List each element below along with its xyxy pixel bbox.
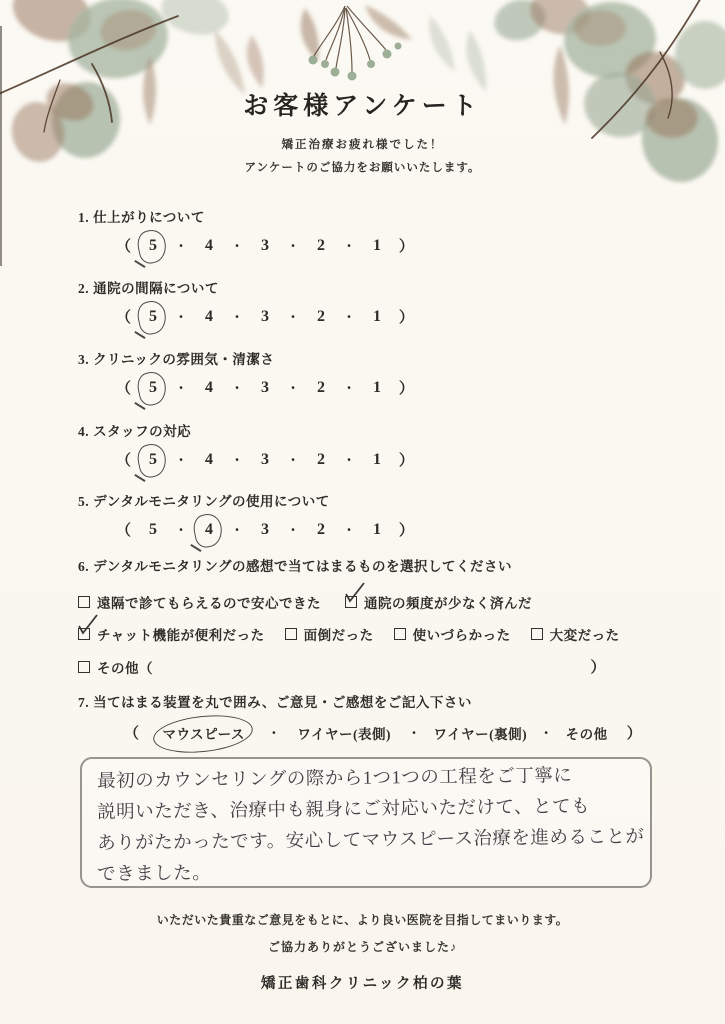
dot-separator: ・ — [342, 381, 355, 395]
dot-separator: ・ — [342, 523, 355, 537]
dot-separator: ・ — [342, 310, 355, 324]
dot-separator: ・ — [286, 453, 299, 467]
checkbox-label: 遠隔で診てもらえるので安心できた — [97, 596, 321, 611]
dot-separator: ・ — [230, 523, 243, 537]
rating-5-value-3[interactable]: 3 — [260, 520, 269, 538]
comment-box[interactable] — [80, 757, 652, 888]
checkbox-row-2 — [78, 624, 620, 644]
rating-4-value-2[interactable]: 2 — [316, 450, 325, 468]
device-option-wire-back[interactable]: ワイヤー(裏側) — [433, 726, 528, 742]
paren-close: ） — [398, 310, 414, 326]
paren-open: （ — [124, 726, 140, 742]
dot-separator: ・ — [408, 726, 421, 740]
rating-1-value-2[interactable]: 2 — [316, 236, 325, 254]
rating-4-value-5[interactable]: 5 — [142, 451, 164, 469]
rating-3-value-5[interactable]: 5 — [142, 379, 164, 397]
footer-thanks-line-2: ご協力ありがとうございました♪ — [267, 940, 457, 954]
dot-separator: ・ — [174, 453, 187, 467]
handwritten-comment-line-3: ありがたかったです。安心してマウスピース治療を進めることが — [97, 827, 645, 854]
question-7 — [78, 691, 642, 743]
checkbox-difficult[interactable] — [531, 624, 620, 644]
checkbox-other[interactable] — [78, 657, 153, 677]
rating-row-2 — [116, 306, 414, 327]
subtitle-line-2: アンケートのご協力をお願いいたします。 — [244, 162, 481, 174]
device-option-wire-front[interactable]: ワイヤー(表側) — [297, 726, 392, 742]
page-title: お客様アンケート — [243, 93, 482, 120]
rating-5-value-4[interactable]: 4 — [198, 521, 220, 539]
rating-row-1 — [116, 235, 414, 256]
rating-row-4 — [116, 449, 414, 470]
checkbox-tedious[interactable] — [285, 624, 374, 644]
device-option-other[interactable]: その他 — [565, 726, 608, 742]
question-2-text: 通院の間隔について — [93, 281, 219, 296]
subtitle-line-1: 矯正治療お疲れ様でした！ — [281, 139, 444, 151]
dot-separator: ・ — [286, 523, 299, 537]
checkbox-fewer-visits[interactable] — [345, 592, 532, 612]
handwritten-comment-line-1: 最初のカウンセリングの際から1つ1つの工程をご丁寧に — [97, 766, 573, 792]
paren-close: ） — [398, 239, 414, 255]
device-option-mouthpiece[interactable]: マウスピース — [163, 723, 245, 743]
rating-row-5 — [116, 519, 414, 540]
question-6 — [78, 555, 620, 677]
checkbox-icon[interactable] — [78, 596, 90, 608]
question-1-text: 仕上がりについて — [93, 210, 205, 225]
rating-1-value-1[interactable]: 1 — [372, 236, 381, 254]
handwritten-comment-line-4: できました。 — [97, 863, 212, 885]
handwritten-comment-line-2: 説明いただき、治療中も親身にご対応いただけて、とても — [97, 796, 591, 823]
question-7-label — [78, 691, 642, 711]
rating-2-value-3[interactable]: 3 — [260, 307, 269, 325]
rating-2-value-5[interactable]: 5 — [142, 308, 164, 326]
checkbox-label: 通院の頻度が少なく済んだ — [364, 596, 532, 611]
dot-separator: ・ — [342, 453, 355, 467]
checkbox-icon[interactable] — [394, 628, 406, 640]
rating-2-value-1[interactable]: 1 — [372, 307, 381, 325]
checkbox-hard-to-use[interactable] — [394, 624, 511, 644]
rating-3-value-1[interactable]: 1 — [372, 378, 381, 396]
checkbox-chat-useful[interactable] — [78, 624, 265, 644]
checkbox-label: チャット機能が便利だった — [97, 628, 265, 643]
question-3-label — [78, 348, 414, 368]
rating-3-value-2[interactable]: 2 — [316, 378, 325, 396]
berries-icon — [309, 43, 402, 81]
device-options-row — [124, 722, 642, 743]
dot-separator: ・ — [286, 310, 299, 324]
rating-1-value-4[interactable]: 4 — [204, 236, 213, 254]
dot-separator: ・ — [267, 726, 281, 740]
dot-separator: ・ — [342, 239, 355, 253]
question-7-number: 7. — [78, 695, 90, 710]
rating-3-value-3[interactable]: 3 — [260, 378, 269, 396]
title-block — [0, 86, 725, 175]
paren-open: （ — [116, 381, 132, 397]
question-4-text: スタッフの対応 — [93, 424, 192, 439]
paren-close: ） — [590, 660, 606, 676]
dot-separator: ・ — [230, 310, 243, 324]
paren-open: （ — [116, 453, 132, 469]
paren-close: ） — [398, 453, 414, 469]
paren-open: （ — [116, 310, 132, 326]
dot-separator: ・ — [174, 310, 187, 324]
checkbox-icon[interactable] — [285, 628, 297, 640]
checkbox-label: 使いづらかった — [412, 628, 511, 643]
dot-separator: ・ — [174, 239, 187, 253]
checkbox-row-3 — [78, 656, 606, 677]
question-3-text: クリニックの雰囲気・清潔さ — [93, 352, 275, 367]
dot-separator: ・ — [230, 381, 243, 395]
question-4-label — [78, 420, 414, 440]
question-3-number: 3. — [78, 352, 90, 367]
dot-separator: ・ — [286, 381, 299, 395]
dot-separator: ・ — [540, 726, 553, 740]
footer-thanks-line-1: いただいた貴重なご意見をもとに、より良い医院を目指してまいります。 — [156, 913, 569, 927]
paren-close: ） — [398, 523, 414, 539]
rating-2-value-4[interactable]: 4 — [204, 307, 213, 325]
rating-4-value-4[interactable]: 4 — [204, 450, 213, 468]
question-1 — [78, 206, 414, 256]
question-2-label — [78, 277, 414, 297]
checkbox-label: その他（ — [97, 660, 153, 676]
rating-1-value-5[interactable]: 5 — [142, 237, 164, 255]
paren-open: （ — [116, 523, 132, 539]
rating-4-value-1[interactable]: 1 — [372, 450, 381, 468]
rating-5-value-2[interactable]: 2 — [316, 520, 325, 538]
paren-close: ） — [398, 381, 414, 397]
dot-separator: ・ — [286, 239, 299, 253]
rating-4-value-3[interactable]: 3 — [260, 450, 269, 468]
rating-3-value-4[interactable]: 4 — [204, 378, 213, 396]
question-5-number: 5. — [78, 494, 90, 509]
question-2-number: 2. — [78, 281, 90, 296]
checkbox-icon[interactable] — [78, 661, 90, 673]
rating-5-value-5[interactable]: 5 — [149, 520, 157, 538]
question-6-label — [78, 555, 620, 575]
checkbox-remote-reassuring[interactable] — [78, 592, 321, 612]
rating-2-value-2[interactable]: 2 — [316, 307, 325, 325]
paren-close: ） — [626, 726, 643, 742]
question-1-label — [78, 206, 414, 226]
checkbox-label: 大変だった — [549, 628, 620, 643]
question-6-text: デンタルモニタリングの感想で当てはまるものを選択してください — [93, 559, 513, 574]
rating-1-value-3[interactable]: 3 — [260, 236, 269, 254]
question-3 — [78, 348, 414, 398]
question-4-number: 4. — [78, 424, 90, 439]
question-5 — [78, 490, 414, 540]
dot-separator: ・ — [230, 453, 243, 467]
question-1-number: 1. — [78, 210, 90, 225]
question-2 — [78, 277, 414, 327]
checkbox-icon[interactable] — [78, 628, 90, 640]
checkbox-icon[interactable] — [345, 596, 357, 608]
dot-separator: ・ — [174, 381, 187, 395]
dot-separator: ・ — [230, 239, 243, 253]
clinic-name: 矯正歯科クリニック柏の葉 — [260, 976, 465, 992]
question-4 — [78, 420, 414, 470]
dot-separator: ・ — [174, 523, 187, 537]
checkbox-row-1 — [78, 592, 620, 612]
footer — [0, 911, 725, 993]
checkbox-icon[interactable] — [531, 628, 543, 640]
checkbox-label: 面倒だった — [303, 628, 374, 643]
question-5-label — [78, 490, 414, 510]
rating-5-value-1[interactable]: 1 — [372, 520, 381, 538]
question-5-text: デンタルモニタリングの使用について — [93, 494, 330, 509]
rating-row-3 — [116, 377, 414, 398]
question-6-number: 6. — [78, 559, 90, 574]
question-7-text: 当てはまる装置を丸で囲み、ご意見・ご感想をご記入下さい — [93, 695, 472, 710]
paren-open: （ — [116, 239, 132, 255]
